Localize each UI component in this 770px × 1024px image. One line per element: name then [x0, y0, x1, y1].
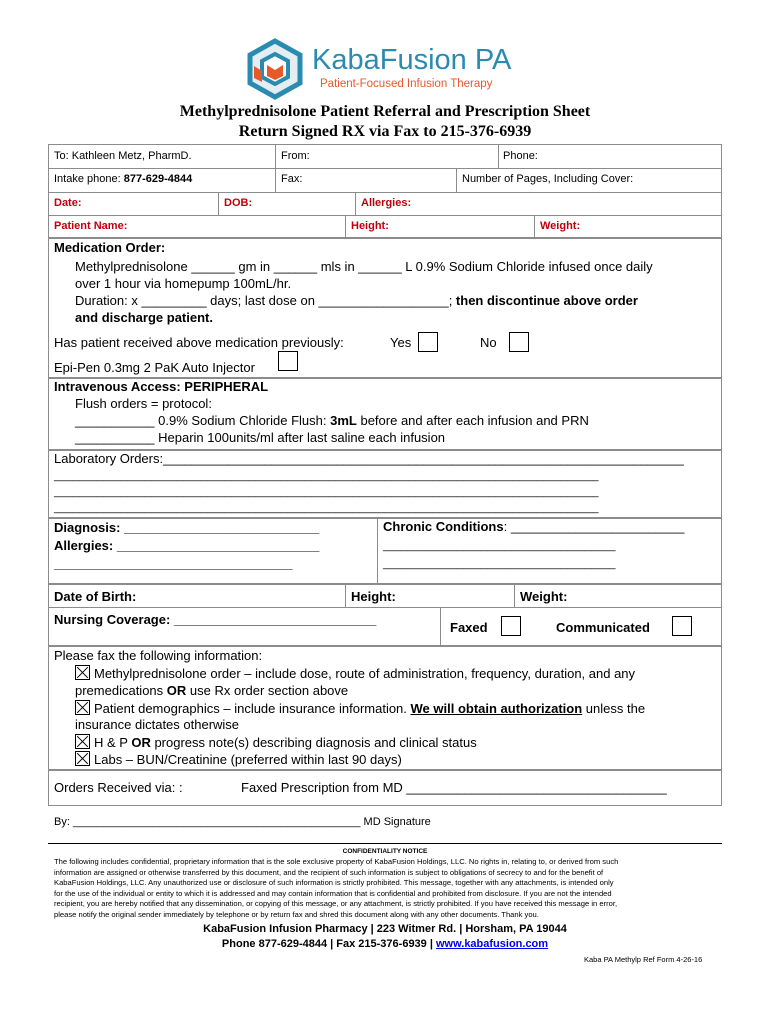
footer-contact: Phone 877-629-4844 | Fax 215-376-6939 | www.kabafusion.com: [221, 938, 549, 950]
fax-item-order-cont: premedications OR use Rx order section above: [75, 683, 349, 698]
form-title: Methylprednisolone Patient Referral and Prescription Sheet: [179, 103, 591, 120]
md-signature-field[interactable]: By: _______________________________________________ MD Signature: [54, 816, 431, 828]
confidentiality-heading: CONFIDENTIALITY NOTICE: [342, 848, 428, 855]
fax-item-order: Methylprednisolone order – include dose, route of administration, frequency, duration, and any: [75, 665, 635, 681]
yes-label: Yes: [390, 335, 412, 350]
from-field[interactable]: From:: [281, 150, 310, 162]
fax-info-intro: Please fax the following information:: [54, 648, 263, 663]
lab-blank-line[interactable]: _________________________________________________________________________________________: [54, 502, 599, 514]
medication-duration: Duration: x _________ days; last dose on __________________; then discontinue above order: [75, 293, 638, 308]
chronic-blank-line[interactable]: ______________________________________: [383, 558, 616, 570]
orders-received-label: Orders Received via: :: [54, 780, 183, 795]
heparin-line: ___________ Heparin 100units/ml after last saline each infusion: [75, 430, 446, 445]
brand-title: KabaFusion PA: [312, 44, 512, 76]
checked-box-icon: [75, 734, 90, 749]
form-id: Kaba PA Methylp Ref Form 4-26-16: [584, 955, 703, 964]
kabafusion-logo-icon: [244, 38, 306, 100]
iv-heading: Intravenous Access: PERIPHERAL: [54, 379, 269, 394]
website-link[interactable]: www.kabafusion.com: [436, 938, 549, 950]
patient-name-field[interactable]: Patient Name:: [54, 220, 128, 232]
flush-orders: Flush orders = protocol:: [75, 396, 212, 411]
form-subtitle: Return Signed RX via Fax to 215-376-6939: [238, 123, 532, 140]
phone-field[interactable]: Phone:: [503, 150, 538, 162]
diagnosis-allergies-field[interactable]: Allergies: ____________________________: [54, 538, 320, 553]
checked-box-icon: [75, 665, 90, 680]
allergies-field[interactable]: Allergies:: [361, 197, 412, 209]
height-field[interactable]: Height:: [351, 220, 389, 232]
communicated-label: Communicated: [556, 620, 650, 635]
checked-box-icon: [75, 700, 90, 715]
no-checkbox[interactable]: [509, 332, 529, 352]
weight-field[interactable]: Weight:: [540, 220, 581, 232]
checked-box-icon: [75, 751, 90, 766]
medication-line-1: Methylprednisolone ______ gm in ______ mls in ______ L 0.9% Sodium Chloride infused once daily: [75, 259, 653, 274]
diagnosis-field[interactable]: Diagnosis: ___________________________: [54, 520, 320, 535]
nursing-height-field[interactable]: Height:: [351, 589, 396, 604]
fax-item-labs: Labs – BUN/Creatinine (preferred within last 90 days): [75, 751, 402, 767]
faxed-prescription-field[interactable]: Faxed Prescription from MD ____________________________________: [241, 780, 667, 795]
fax-item-hp: H & P OR progress note(s) describing diagnosis and clinical status: [75, 734, 477, 750]
fax-item-demographics-cont: insurance dictates otherwise: [75, 717, 240, 732]
chronic-blank-line[interactable]: ______________________________________: [383, 540, 616, 552]
nursing-dob-field[interactable]: Date of Birth:: [54, 589, 137, 604]
faxed-checkbox[interactable]: [501, 616, 521, 636]
saline-flush-line: ___________ 0.9% Sodium Chloride Flush: 3mL before and after each infusion and PRN: [75, 413, 589, 428]
nursing-coverage-field[interactable]: Nursing Coverage: ____________________________: [54, 612, 377, 627]
epipen-checkbox[interactable]: [278, 351, 298, 371]
medication-discharge: and discharge patient.: [75, 310, 213, 325]
previous-medication-question: Has patient received above medication previously:: [54, 335, 344, 350]
dob-field[interactable]: DOB:: [224, 197, 253, 209]
brand-tagline: Patient-Focused Infusion Therapy: [320, 78, 493, 90]
nursing-weight-field[interactable]: Weight:: [520, 589, 568, 604]
epipen-label: Epi-Pen 0.3mg 2 PaK Auto Injector: [54, 360, 255, 375]
to-field: To: Kathleen Metz, PharmD.: [54, 150, 192, 162]
chronic-conditions-field[interactable]: Chronic Conditions: ________________________: [383, 519, 685, 534]
medication-line-2: over 1 hour via homepump 100mL/hr.: [75, 276, 292, 291]
pages-field[interactable]: Number of Pages, Including Cover:: [462, 173, 634, 185]
intake-phone: Intake phone: 877-629-4844: [54, 173, 193, 185]
confidentiality-text: The following includes confidential, proprietary information that is the sole exclusive property of KabaFusion Holdings, LLC. No rights in, relating to, or derived from such information are assigned or otherwise transferred by this document, and the recipient of such information is subject to obligations of secrecy to and for the benefit of KabaFusion Holdings, LLC. Any unauthorized use or disclosure of such information is strictly prohibited. This message, together with any attachments, is intended only for the use of the individual or entity to which it is addressed and may contain information that is confidential and prohibited from disclosure. If you are not the intended recipient, you are hereby notified that any dissemination, or copying of this message, or any attachment, is strictly prohibited. If you have received this message in error, please notify the original sender immediately by telephone or by return fax and shred this document along with any other documents. Thank you.: [54, 857, 619, 919]
diagnosis-blank-line[interactable]: _________________________________: [54, 556, 293, 571]
lab-blank-line[interactable]: _________________________________________________________________________________________: [54, 470, 599, 482]
fax-field[interactable]: Fax:: [281, 173, 303, 185]
communicated-checkbox[interactable]: [672, 616, 692, 636]
lab-blank-line[interactable]: _________________________________________________________________________________________: [54, 486, 599, 498]
medication-heading: Medication Order:: [54, 240, 166, 255]
fax-item-demographics: Patient demographics – include insurance information. We will obtain authorization unless the: [75, 700, 645, 716]
faxed-label: Faxed: [450, 620, 488, 635]
logo: [244, 38, 306, 100]
date-field[interactable]: Date:: [54, 197, 82, 209]
yes-checkbox[interactable]: [418, 332, 438, 352]
footer-address: KabaFusion Infusion Pharmacy | 223 Witmer Rd. | Horsham, PA 19044: [203, 923, 567, 935]
laboratory-orders-label[interactable]: Laboratory Orders:________________________________________________________________________: [54, 451, 684, 466]
no-label: No: [480, 335, 497, 350]
